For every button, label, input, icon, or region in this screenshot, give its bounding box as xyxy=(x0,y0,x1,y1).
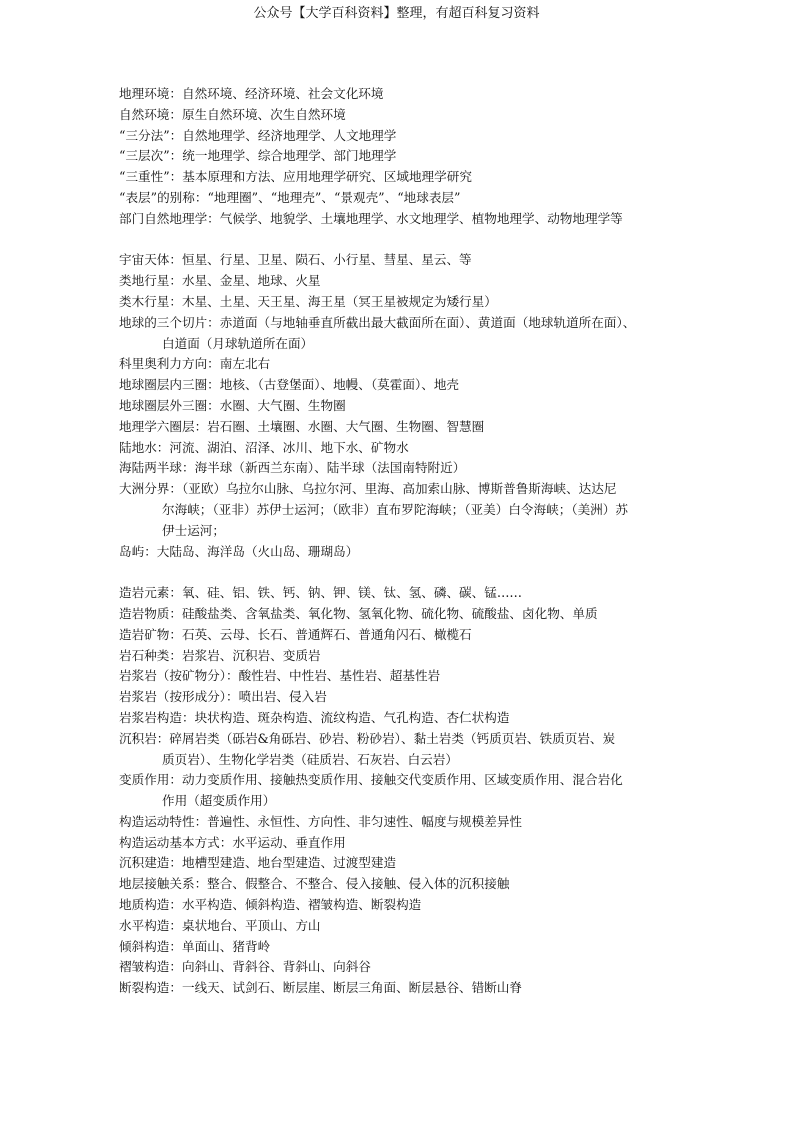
entry xyxy=(119,604,689,625)
page-header: 公众号【大学百科资料】整理，有超百科复习资料 xyxy=(253,6,540,21)
entry-line: 岩石种类：岩浆岩、沉积岩、变质岩 xyxy=(119,647,321,663)
entry-continuation-line: 尔海峡；（亚非）苏伊士运河；（欧非）直布罗陀海峡；（亚美）白令海峡；（美洲）苏 xyxy=(162,501,628,517)
entry-line: “三分法”：自然地理学、经济地理学、人文地理学 xyxy=(119,127,397,143)
entry xyxy=(119,895,689,916)
entry xyxy=(119,167,689,188)
entry xyxy=(119,583,689,604)
document-body xyxy=(119,84,689,1020)
entry-line: 海陆两半球：海半球（新西兰东南）、陆半球（法国南特附近） xyxy=(119,460,466,476)
entry xyxy=(119,874,689,895)
entry-continuation-line: 质页岩）、生物化学岩类（硅质岩、石灰岩、白云岩） xyxy=(162,751,458,767)
entry xyxy=(119,729,689,771)
section-3 xyxy=(119,583,689,999)
entry-line: 断裂构造：一线天、试剑石、断层崖、断层三角面、断层悬谷、错断山脊 xyxy=(119,980,522,996)
entry-line: 部门自然地理学：气候学、地貌学、土壤地理学、水文地理学、植物地理学、动物地理学等 xyxy=(119,210,623,226)
entry-line: 地理环境：自然环境、经济环境、社会文化环境 xyxy=(119,86,384,101)
entry-line: “三层次”：统一地理学、综合地理学、部门地理学 xyxy=(119,148,397,164)
entry xyxy=(119,84,689,105)
entry xyxy=(119,937,689,958)
entry xyxy=(119,292,689,313)
entry xyxy=(119,833,689,854)
entry-line: 类木行星：木星、土星、天王星、海王星（冥王星被规定为矮行星） xyxy=(119,293,497,309)
entry-line: 陆地水：河流、湖泊、沼泽、冰川、地下水、矿物水 xyxy=(119,439,409,455)
entry xyxy=(119,126,689,147)
entry-line: “三重性”：基本原理和方法、应用地理学研究、区域地理学研究 xyxy=(119,169,472,185)
entry xyxy=(119,687,689,708)
entry xyxy=(119,209,689,230)
entry-line: “表层”的别称：“地理圈”、“地理壳”、“景观壳”、“地球表层” xyxy=(119,189,461,205)
entry-continuation-line: 作用（超变质作用） xyxy=(162,793,276,809)
section-2 xyxy=(119,250,689,562)
entry xyxy=(119,105,689,126)
entry xyxy=(119,770,689,812)
entry-line: 岛屿：大陆岛、海洋岛（火山岛、珊瑚岛） xyxy=(119,543,359,559)
entry-line: 地理学六圈层：岩石圈、土壤圈、水圈、大气圈、生物圈、智慧圈 xyxy=(119,418,485,434)
entry-line: 地质构造：水平构造、倾斜构造、褶皱构造、断裂构造 xyxy=(119,897,422,913)
entry-line: 变质作用：动力变质作用、接触热变质作用、接触交代变质作用、区域变质作用、混合岩化 xyxy=(119,772,623,788)
entry xyxy=(119,396,689,417)
entry-line: 地层接触关系：整合、假整合、不整合、侵入接触、侵入体的沉积接触 xyxy=(119,876,510,892)
entry-line: 岩浆岩（按矿物分）：酸性岩、中性岩、基性岩、超基性岩 xyxy=(119,668,441,684)
entry-line: 沉积建造：地槽型建造、地台型建造、过渡型建造 xyxy=(119,855,397,871)
entry xyxy=(119,916,689,937)
entry xyxy=(119,375,689,396)
entry xyxy=(119,812,689,833)
entry xyxy=(119,313,689,355)
entry-line: 地球圈层外三圈：水圈、大气圈、生物圈 xyxy=(119,397,346,413)
entry xyxy=(119,646,689,667)
entry-line: 构造运动特性：普遍性、永恒性、方向性、非匀速性、幅度与规模差异性 xyxy=(119,813,522,829)
entry-line: 岩浆岩（按形成分）：喷出岩、侵入岩 xyxy=(119,689,327,705)
entry-line: 地球的三个切片：赤道面（与地轴垂直所截出最大截面所在面）、黄道面（地球轨道所在面）、 xyxy=(119,314,636,330)
entry-line: 造岩矿物：石英、云母、长石、普通辉石、普通角闪石、橄榄石 xyxy=(119,626,472,642)
entry-line: 水平构造：桌状地台、平顶山、方山 xyxy=(119,917,321,933)
entry-line: 类地行星：水星、金星、地球、火星 xyxy=(119,273,321,289)
entry xyxy=(119,354,689,375)
entry xyxy=(119,458,689,479)
entry-line: 造岩物质：硅酸盐类、含氧盐类、氧化物、氢氧化物、硫化物、硫酸盐、卤化物、单质 xyxy=(119,605,598,621)
entry-line: 倾斜构造：单面山、猪背岭 xyxy=(119,938,271,954)
entry-line: 造岩元素：氧、硅、铝、铁、钙、钠、钾、镁、钛、氢、磷、碳、锰…… xyxy=(119,585,522,601)
entry xyxy=(119,479,689,541)
entry xyxy=(119,417,689,438)
entry xyxy=(119,853,689,874)
entry-line: 科里奥利力方向：南左北右 xyxy=(119,356,271,372)
entry xyxy=(119,188,689,209)
entry-line: 岩浆岩构造：块状构造、斑杂构造、流纹构造、气孔构造、杏仁状构造 xyxy=(119,709,510,725)
entry xyxy=(119,666,689,687)
entry xyxy=(119,250,689,271)
entry xyxy=(119,708,689,729)
entry-line: 宇宙天体：恒星、行星、卫星、陨石、小行星、彗星、星云、等 xyxy=(119,252,472,268)
entry-line: 大洲分界：（亚欧）乌拉尔山脉、乌拉尔河、里海、高加索山脉、博斯普鲁斯海峡、达达尼 xyxy=(119,481,617,497)
entry-line: 沉积岩：碎屑岩类（砾岩&角砾岩、砂岩、粉砂岩）、黏土岩类（钙质页岩、铁质页岩、炭 xyxy=(119,730,616,746)
entry xyxy=(119,438,689,459)
entry-continuation-line: 伊士运河； xyxy=(162,522,225,538)
entry-line: 地球圈层内三圈：地核、（古登堡面）、地幔、（莫霍面）、地壳 xyxy=(119,377,460,393)
entry-continuation-line: 白道面（月球轨道所在面） xyxy=(162,335,314,351)
section-1 xyxy=(119,84,689,230)
entry-line: 构造运动基本方式：水平运动、垂直作用 xyxy=(119,834,346,850)
entry xyxy=(119,146,689,167)
entry xyxy=(119,978,689,999)
entry-line: 褶皱构造：向斜山、背斜谷、背斜山、向斜谷 xyxy=(119,959,371,975)
entry xyxy=(119,271,689,292)
entry xyxy=(119,625,689,646)
entry xyxy=(119,957,689,978)
entry xyxy=(119,542,689,563)
entry-line: 自然环境：原生自然环境、次生自然环境 xyxy=(119,106,346,122)
